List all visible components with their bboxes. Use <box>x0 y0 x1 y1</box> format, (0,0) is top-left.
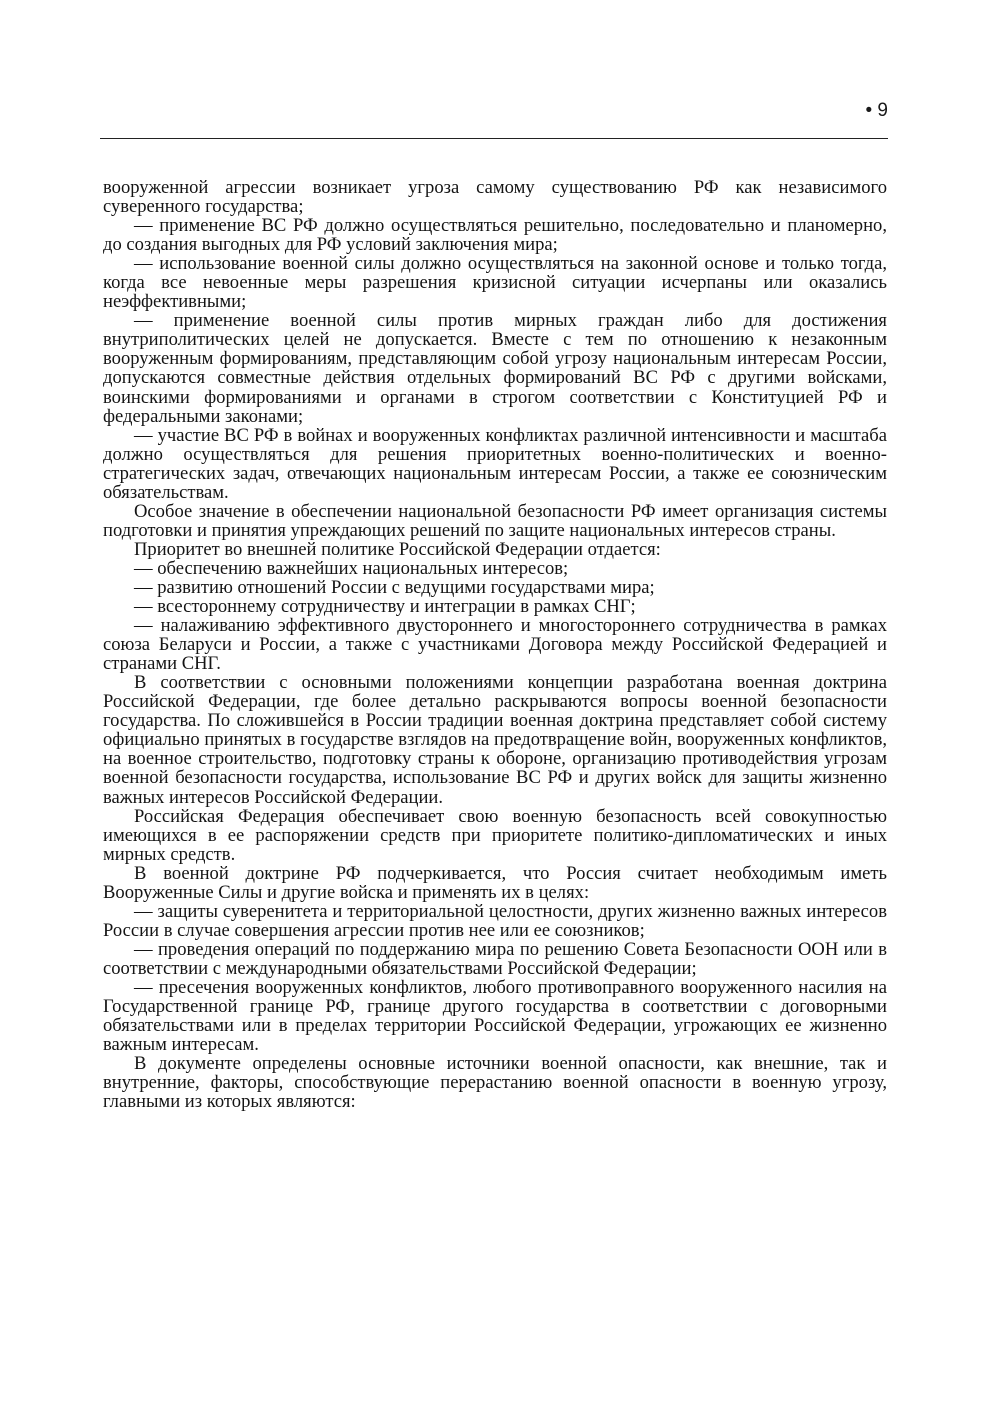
paragraph: В документе определены основные источники военной опасности, как внешние, так и внутренние, факторы, способствующие перерастанию военной опасности в военную угрозу, главными из которых являются: <box>103 1053 887 1113</box>
paragraph: — налаживанию эффективного двустороннего и многостороннего сотрудничества в рамках союза Беларуси и России, а также с участниками Договора между Российской Федерацией и странами СНГ. <box>103 615 887 675</box>
paragraph: — защиты суверенитета и территориальной целостности, других жизненно важных интересов России в случае совершения агрессии против нее или ее союзников; <box>103 900 887 941</box>
paragraph: — применение военной силы против мирных граждан либо для достижения внутриполитических целей не допускается. Вместе с тем по отношению к незаконным вооруженным формированиям, представляющим собой угрозу национальным интересам России, допускаются совместные действия отдельных формирований ВС РФ с другими войсками, воинскими формированиями и органами в строгом соответствии с Конституцией РФ и федеральными законами; <box>103 310 887 427</box>
paragraph: Российская Федерация обеспечивает свою военную безопасность всей совокупностью имеющихся в ее распоряжении средств при приоритете политико-дипломатических и иных мирных средств. <box>103 805 887 865</box>
paragraph: Приоритет во внешней политике Российской Федерации отдается: <box>134 538 661 560</box>
paragraph: — проведения операций по поддержанию мира по решению Совета Безопасности ООН или в соответствии с международными обязательствами Российской Федерации; <box>103 938 887 979</box>
paragraph: вооруженной агрессии возникает угроза самому существованию РФ как независимого суверенного государства; <box>103 177 887 218</box>
paragraph: — развитию отношений России с ведущими государствами мира; <box>134 576 655 598</box>
paragraph: В военной доктрине РФ подчеркивается, что Россия считает необходимым иметь Вооруженные Силы и другие войска и применять их в целях: <box>103 862 887 903</box>
paragraph: — использование военной силы должно осуществляться на законной основе и только тогда, когда все невоенные меры разрешения кризисной ситуации исчерпаны или оказались неэффективными; <box>103 253 887 313</box>
header-rule <box>100 138 888 139</box>
paragraph: — пресечения вооруженных конфликтов, любого противоправного вооруженного насилия на Государственной границе РФ, границе другого государства в соответствии с договорными обязательствами или в пределах территории Российской Федерации, угрожающих ее жизненно важным интересам. <box>103 976 887 1056</box>
page-header <box>100 100 888 140</box>
body-text <box>103 178 887 1111</box>
paragraph: — обеспечению важнейших национальных интересов; <box>134 557 569 579</box>
paragraph: — участие ВС РФ в войнах и вооруженных конфликтах различной интенсивности и масштаба должно осуществляться для решения приоритетных военно-политических и военно-стратегических задач, отвечающих национальным интересам России, а также ее союзническим обязательствам. <box>103 424 887 503</box>
paragraph: — всестороннему сотрудничеству и интеграции в рамках СНГ; <box>134 596 636 618</box>
paragraph: В соответствии с основными положениями концепции разработана военная доктрина Российской Федерации, где более детально раскрываются вопросы военной безопасности государства. По сложившейся в России традиции военная доктрина представляет собой систему официально принятых в государстве взглядов на предотвращение войн, вооруженных конфликтов, на военное строительство, подготовку страны к обороне, организацию противодействия угрозам военной безопасности государства, использование ВС РФ и других войск для защиты жизненно важных интересов Российской Федерации. <box>103 672 887 808</box>
paragraph: — применение ВС РФ должно осуществляться решительно, последовательно и планомерно, до создания выгодных для РФ условий заключения мира; <box>103 215 887 256</box>
page-number: • 9 <box>865 100 888 121</box>
paragraph: Особое значение в обеспечении национальной безопасности РФ имеет организация системы подготовки и принятия упреждающих решений по защите национальных интересов страны. <box>103 500 887 541</box>
